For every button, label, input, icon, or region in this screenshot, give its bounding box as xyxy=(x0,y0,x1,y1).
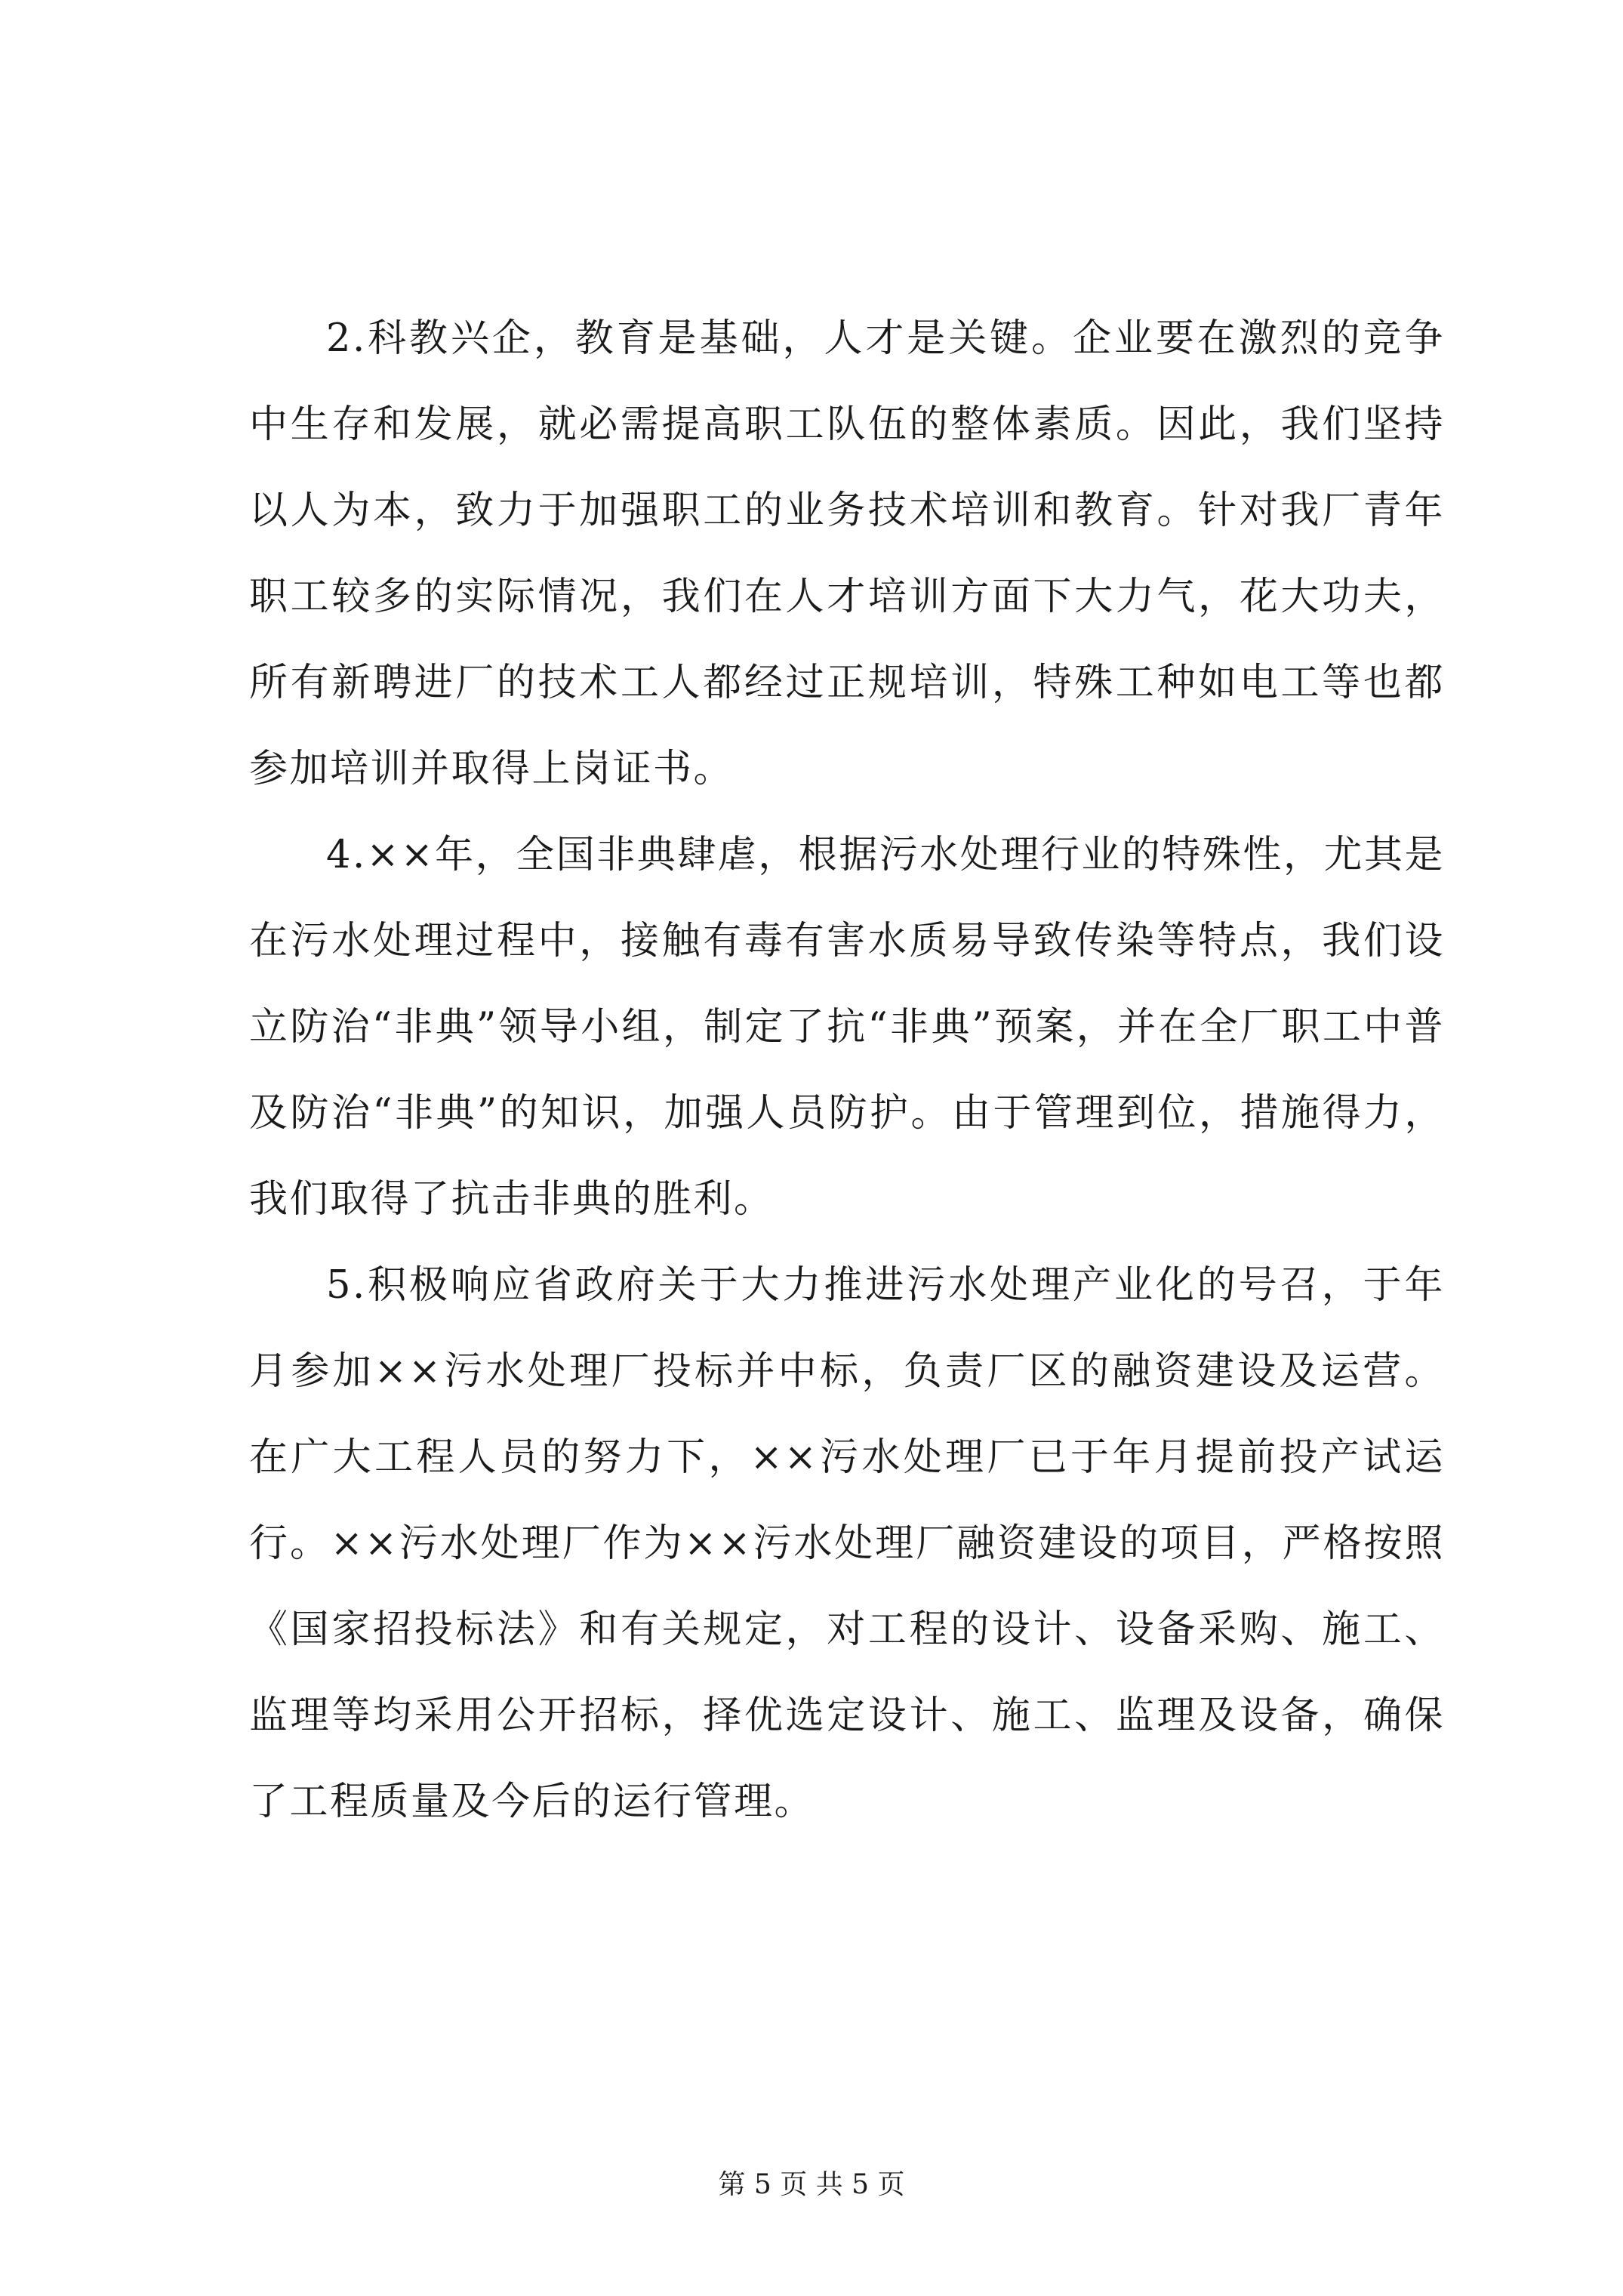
document-body xyxy=(249,296,1445,1845)
page-number-footer: 第 5 页 共 5 页 xyxy=(718,2169,905,2200)
paragraph-item-4: 4.××年，全国非典肆虐，根据污水处理行业的特殊性，尤其是在污水处理过程中，接触有毒有害水质易导致传染等特点，我们设立防治“非典”领导小组，制定了抗“非典”预案，并在全厂职工中普及防治“非典”的知识，加强人员防护。由于管理到位，措施得力，我们取得了抗击非典的胜利。 xyxy=(249,833,1445,1222)
paragraph-item-5: 5.积极响应省政府关于大力推进污水处理产业化的号召，于年月参加××污水处理厂投标并中标，负责厂区的融资建设及运营。在广大工程人员的努力下，××污水处理厂已于年月提前投产试运行。××污水处理厂作为××污水处理厂融资建设的项目，严格按照《国家招投标法》和有关规定，对工程的设计、设备采购、施工、监理等均采用公开招标，择优选定设计、施工、监理及设备，确保了工程质量及今后的运行管理。 xyxy=(249,1263,1445,1824)
paragraph-item-2: 2.科教兴企，教育是基础，人才是关键。企业要在激烈的竞争中生存和发展，就必需提高职工队伍的整体素质。因此，我们坚持以人为本，致力于加强职工的业务技术培训和教育。针对我厂青年职工较多的实际情况，我们在人才培训方面下大力气，花大功夫，所有新聘进厂的技术工人都经过正规培训，特殊工种如电工等也都参加培训并取得上岗证书。 xyxy=(249,316,1445,791)
